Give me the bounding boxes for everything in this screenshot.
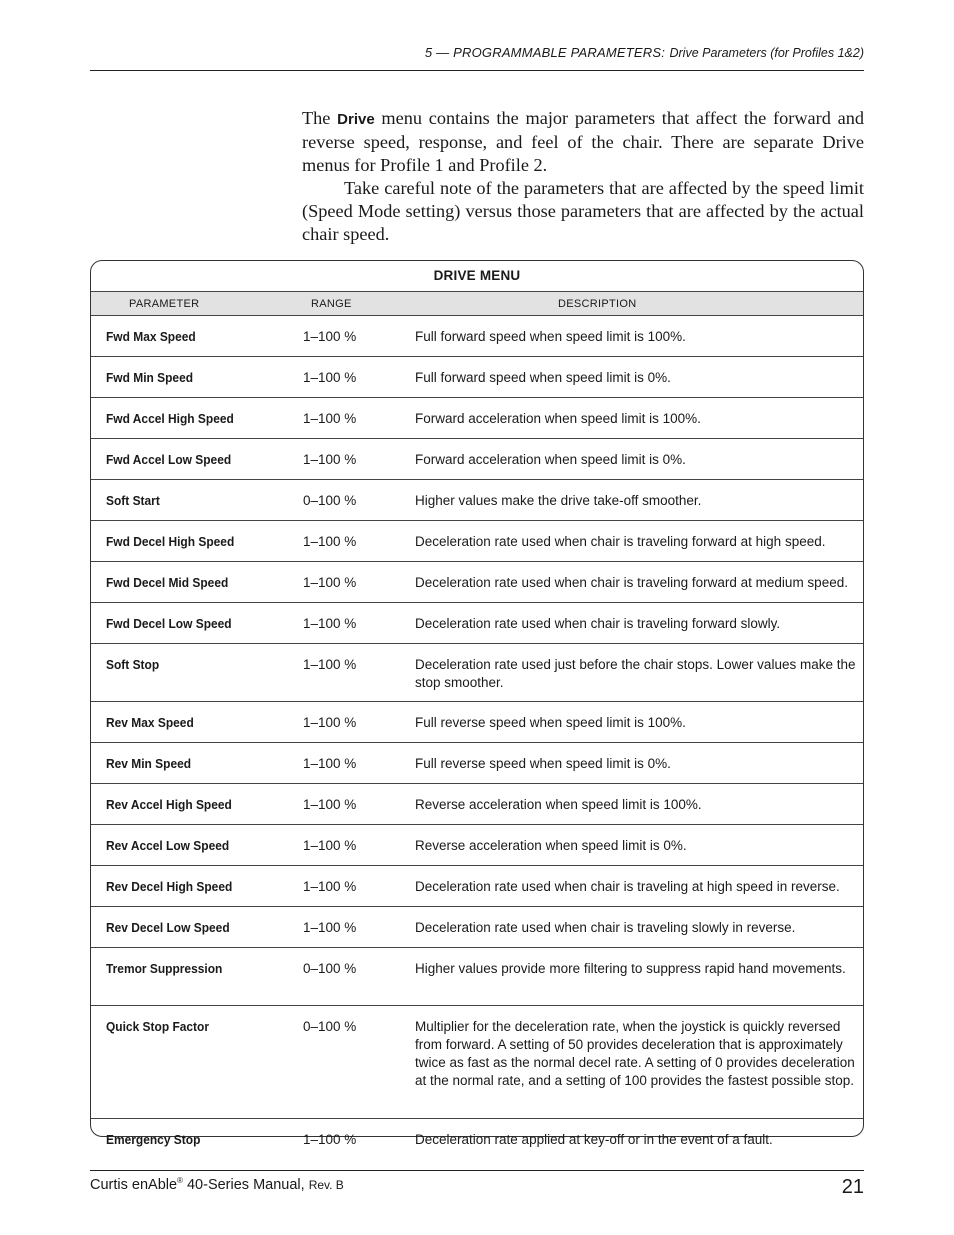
table-row xyxy=(91,743,863,784)
parameter-range: 1–100 % xyxy=(303,411,357,426)
parameter-range: 1–100 % xyxy=(303,879,357,894)
intro-paragraph-2: Take careful note of the parameters that are affected by the speed limit (Speed Mode setting) versus those parameters that are affected by the actual chair speed. xyxy=(302,178,864,244)
table-row xyxy=(91,521,863,562)
parameter-name: Rev Decel Low Speed xyxy=(106,920,230,935)
parameter-description: Reverse acceleration when speed limit is 0%. xyxy=(415,838,687,853)
parameter-name: Fwd Accel Low Speed xyxy=(106,452,232,467)
parameter-description: Deceleration rate used when chair is traveling slowly in reverse. xyxy=(415,920,796,935)
parameter-range: 1–100 % xyxy=(303,575,357,590)
table-row xyxy=(91,439,863,480)
parameter-description: Forward acceleration when speed limit is 100%. xyxy=(415,411,701,426)
parameter-name: Fwd Min Speed xyxy=(106,370,194,385)
registered-mark: ® xyxy=(177,1176,183,1185)
parameter-range: 1–100 % xyxy=(303,715,357,730)
intro-paragraph-1 xyxy=(302,107,864,177)
page-header xyxy=(90,30,864,71)
parameter-range: 1–100 % xyxy=(303,329,357,344)
intro-p1-rest: menu contains the major parameters that affect the forward and reverse speed, response, and feel of the chair. There are separate Drive menus for Profile 1 and Profile 2. xyxy=(302,108,864,175)
parameter-range: 1–100 % xyxy=(303,370,357,385)
parameter-name: Quick Stop Factor xyxy=(106,1019,210,1034)
parameter-name: Rev Min Speed xyxy=(106,756,192,771)
table-row xyxy=(91,316,863,357)
parameter-range: 0–100 % xyxy=(303,1019,357,1034)
drive-menu-table xyxy=(90,260,864,1147)
parameter-name: Fwd Decel High Speed xyxy=(106,534,235,549)
parameter-range: 1–100 % xyxy=(303,797,357,812)
page-footer xyxy=(90,1170,864,1201)
subsection-title: Drive Parameters (for Profiles 1&2) xyxy=(669,46,864,60)
table-body xyxy=(91,316,863,1155)
running-head xyxy=(425,44,864,62)
parameter-description: Full forward speed when speed limit is 0%. xyxy=(415,370,671,385)
manual-name: Curtis enAble xyxy=(90,1176,178,1193)
parameter-description: Deceleration rate used when chair is traveling at high speed in reverse. xyxy=(415,879,840,894)
col-header-range: RANGE xyxy=(311,298,352,310)
table-row xyxy=(91,562,863,603)
parameter-description: Full reverse speed when speed limit is 0%. xyxy=(415,756,671,771)
intro-p1-start: The xyxy=(302,108,338,128)
intro-text xyxy=(302,107,864,246)
parameter-description: Full forward speed when speed limit is 100%. xyxy=(415,329,686,344)
parameter-description: Deceleration rate used just before the chair stops. Lower values make the stop smoother. xyxy=(415,657,856,690)
parameter-name: Rev Decel High Speed xyxy=(106,879,233,894)
parameter-description: Multiplier for the deceleration rate, when the joystick is quickly reversed from forward. A setting of 50 provides deceleration that is approximately twice as fast as the normal decel rate. A setting of 0 provides deceleration at the normal rate, and a setting of 100 provides the fastest possible stop. xyxy=(415,1019,855,1088)
parameter-range: 1–100 % xyxy=(303,534,357,549)
parameter-description: Deceleration rate used when chair is traveling forward at high speed. xyxy=(415,534,826,549)
section-title: 5 — PROGRAMMABLE PARAMETERS: xyxy=(424,45,666,60)
parameter-description: Full reverse speed when speed limit is 100%. xyxy=(415,715,686,730)
parameter-description: Deceleration rate used when chair is traveling forward slowly. xyxy=(415,616,781,631)
parameter-description: Higher values make the drive take-off smoother. xyxy=(415,493,702,508)
table-row xyxy=(91,357,863,398)
parameter-name: Fwd Decel Mid Speed xyxy=(106,575,229,590)
parameter-name: Rev Accel Low Speed xyxy=(106,838,230,853)
parameter-range: 1–100 % xyxy=(303,657,357,672)
manual-title xyxy=(90,1176,344,1193)
parameter-range: 0–100 % xyxy=(303,961,357,976)
parameter-description: Deceleration rate applied at key-off or in the event of a fault. xyxy=(415,1132,773,1147)
parameter-name: Fwd Decel Low Speed xyxy=(106,616,232,631)
parameter-name: Tremor Suppression xyxy=(106,961,223,976)
parameter-name: Fwd Accel High Speed xyxy=(106,411,234,426)
parameter-description: Forward acceleration when speed limit is 0%. xyxy=(415,452,686,467)
parameter-name: Soft Stop xyxy=(106,657,160,672)
table-row xyxy=(91,866,863,907)
parameter-range: 0–100 % xyxy=(303,493,357,508)
table-row xyxy=(91,825,863,866)
parameter-description: Higher values provide more filtering to suppress rapid hand movements. xyxy=(415,961,846,976)
col-header-description: DESCRIPTION xyxy=(558,298,637,310)
parameter-name: Emergency Stop xyxy=(106,1132,201,1147)
manual-revision: Rev. B xyxy=(308,1177,344,1192)
table-row xyxy=(91,603,863,644)
col-header-parameter: PARAMETER xyxy=(129,298,200,310)
table-row xyxy=(91,398,863,439)
drive-menu-word: Drive xyxy=(337,111,375,128)
table-header xyxy=(91,291,863,316)
table-row xyxy=(91,948,863,1006)
parameter-description: Deceleration rate used when chair is traveling forward at medium speed. xyxy=(415,575,848,590)
parameter-range: 1–100 % xyxy=(303,920,357,935)
parameter-description: Reverse acceleration when speed limit is 100%. xyxy=(415,797,702,812)
table-title: DRIVE MENU xyxy=(433,268,521,283)
parameter-range: 1–100 % xyxy=(303,452,357,467)
parameter-name: Rev Accel High Speed xyxy=(106,797,232,812)
table-row xyxy=(91,702,863,743)
parameter-name: Soft Start xyxy=(106,493,160,508)
parameter-range: 1–100 % xyxy=(303,756,357,771)
table-row xyxy=(91,1006,863,1119)
manual-series: 40-Series Manual, xyxy=(182,1176,309,1193)
page-number: 21 xyxy=(841,1176,864,1198)
parameter-range: 1–100 % xyxy=(303,838,357,853)
parameter-name: Rev Max Speed xyxy=(106,715,194,730)
parameter-name: Fwd Max Speed xyxy=(106,329,196,344)
parameter-range: 1–100 % xyxy=(303,616,357,631)
table-row xyxy=(91,1119,863,1155)
table-row xyxy=(91,907,863,948)
table-row xyxy=(91,784,863,825)
table-row xyxy=(91,644,863,702)
parameter-range: 1–100 % xyxy=(303,1132,357,1147)
table-row xyxy=(91,480,863,521)
